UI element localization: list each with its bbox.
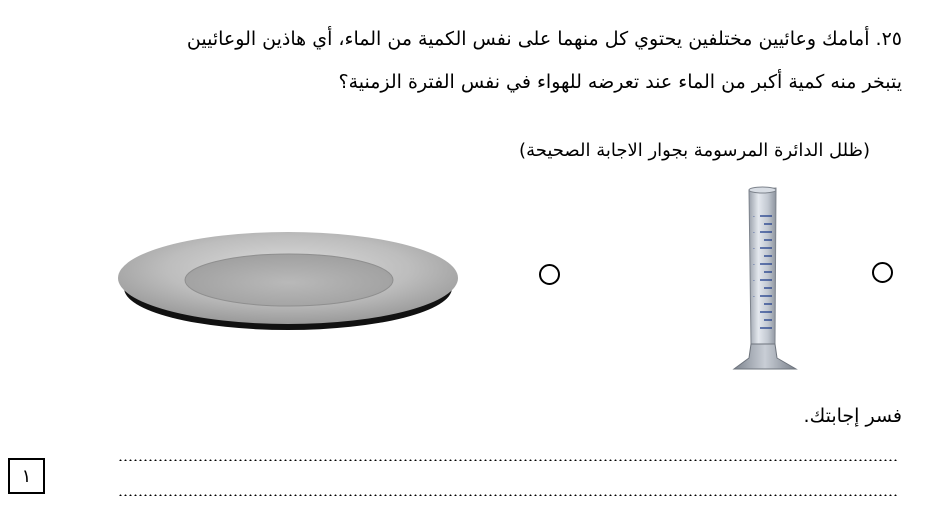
svg-text:-: - bbox=[753, 294, 755, 300]
question-line-2: يتبخر منه كمية أكبر من الماء عند تعرضه للهواء في نفس الفترة الزمنية؟ bbox=[338, 71, 902, 93]
option-plate-radio[interactable] bbox=[539, 264, 560, 285]
page-number: ١ bbox=[21, 465, 32, 487]
svg-text:-: - bbox=[753, 262, 755, 268]
plate-icon bbox=[118, 232, 464, 334]
svg-text:-: - bbox=[753, 246, 755, 252]
svg-text:-: - bbox=[753, 230, 755, 236]
option-cylinder-radio[interactable] bbox=[872, 262, 893, 283]
answer-line-2[interactable] bbox=[118, 492, 898, 498]
measuring-cylinder-icon bbox=[730, 186, 802, 376]
svg-text:-: - bbox=[753, 214, 755, 220]
page-number-box bbox=[8, 458, 45, 494]
explain-answer-label: فسر إجابتك. bbox=[803, 405, 902, 427]
instruction-text: (ظلل الدائرة المرسومة بجوار الاجابة الصحيحة) bbox=[519, 140, 870, 161]
svg-text:-: - bbox=[753, 278, 755, 284]
question-line-1: ٢٥. أمامك وعائيين مختلفين يحتوي كل منهما على نفس الكمية من الماء، أي هاذين الوعائيين bbox=[186, 28, 902, 50]
answer-line-1[interactable] bbox=[118, 457, 898, 463]
